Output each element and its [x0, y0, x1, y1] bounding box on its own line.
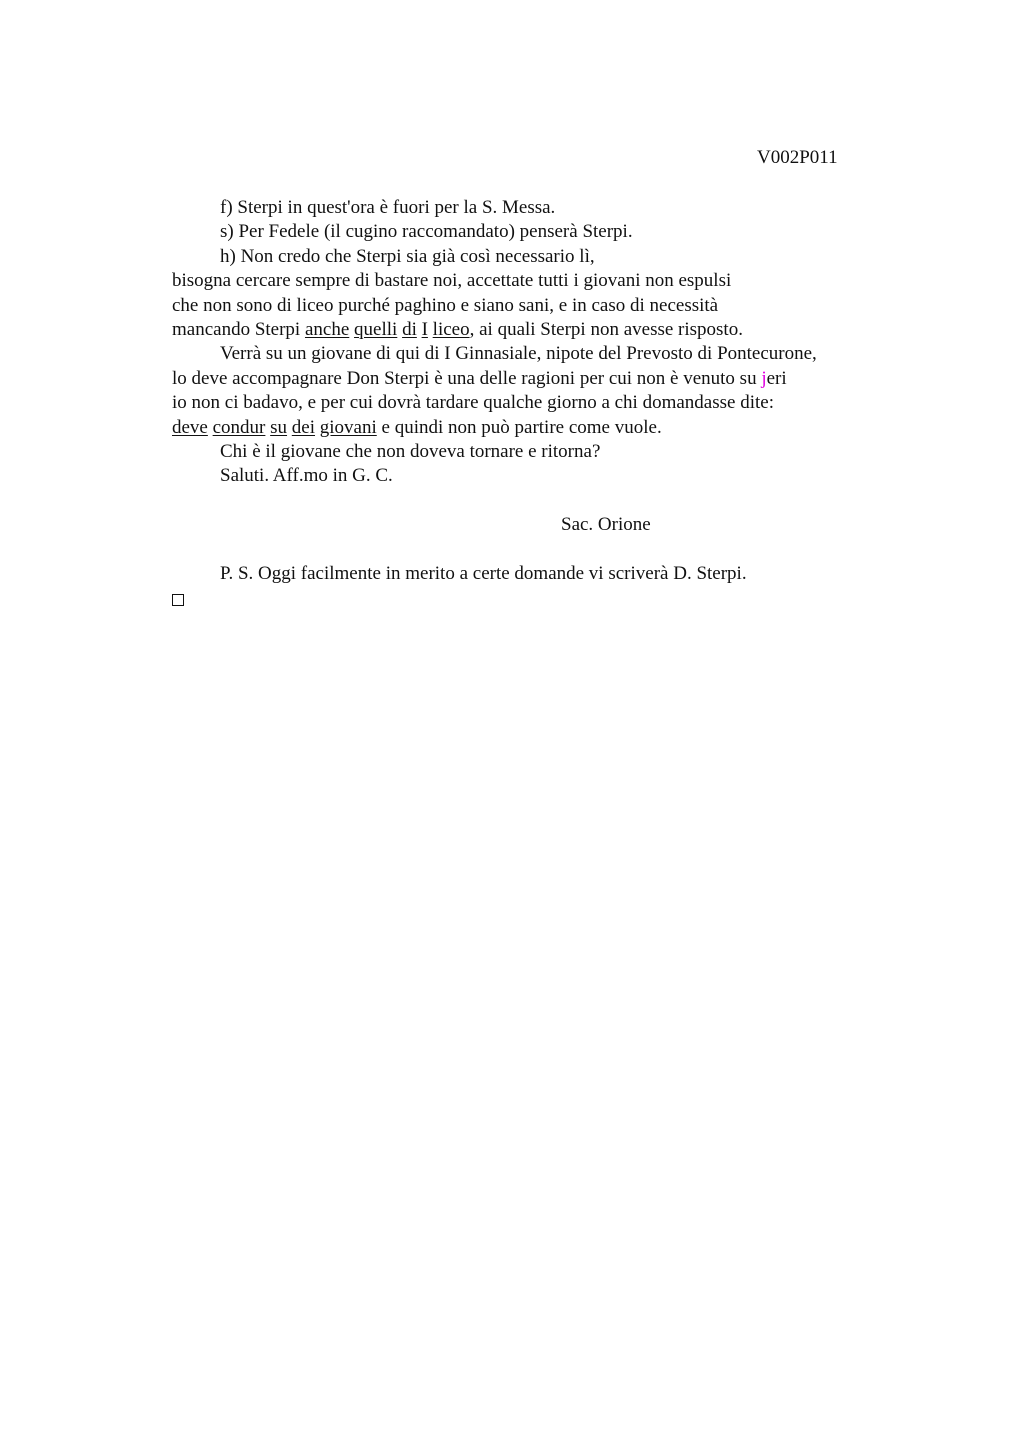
text-segment: e quindi non può partire come vuole.: [376, 416, 662, 438]
underlined-word: liceo: [432, 318, 470, 340]
letter-body: [172, 196, 892, 611]
checkbox-row: [172, 586, 892, 610]
text-line: [172, 367, 892, 391]
text-segment: eri: [766, 367, 787, 389]
text-line: bisogna cercare sempre di bastare noi, accettate tutti i giovani non espulsi: [172, 270, 732, 292]
paragraph-start: Verrà su un giovane di qui di I Ginnasiale, nipote del Prevosto di Pontecurone,: [220, 343, 817, 365]
spacer: [172, 537, 892, 561]
text-segment: , ai quali Sterpi non avesse risposto.: [469, 318, 743, 340]
underlined-word: condur: [212, 416, 266, 438]
underlined-word: dei: [291, 416, 316, 438]
underlined-word: anche: [304, 318, 350, 340]
text-segment: mancando Sterpi: [172, 318, 305, 340]
item-h: h) Non credo che Sterpi sia già così necessario lì,: [220, 245, 595, 267]
postscript: P. S. Oggi facilmente in merito a certe domande vi scriverà D. Sterpi.: [220, 562, 747, 584]
highlighted-letter: j: [761, 367, 767, 389]
text-line: che non sono di liceo purché paghino e siano sani, e in caso di necessità: [172, 294, 719, 316]
signature: Sac. Orione: [561, 514, 651, 536]
checkbox-icon: [172, 594, 184, 606]
closing-greeting: Saluti. Aff.mo in G. C.: [220, 465, 393, 487]
question-line: Chi è il giovane che non doveva tornare e ritorna?: [220, 440, 601, 462]
text-segment: lo deve accompagnare Don Sterpi è una delle ragioni per cui non è venuto su: [172, 367, 762, 389]
underlined-word: di: [402, 318, 417, 340]
underlined-word: su: [270, 416, 288, 438]
underlined-word: quelli: [354, 318, 398, 340]
item-f: f) Sterpi in quest'ora è fuori per la S. Messa.: [220, 197, 556, 218]
underlined-word: giovani: [319, 416, 377, 438]
text-line: [172, 318, 892, 342]
underlined-word: deve: [172, 416, 208, 438]
underlined-word: I: [421, 318, 428, 340]
item-s: s) Per Fedele (il cugino raccomandato) penserà Sterpi.: [220, 221, 633, 243]
text-line: io non ci badavo, e per cui dovrà tardare qualche giorno a chi domandasse dite:: [172, 392, 774, 414]
spacer: [172, 489, 892, 513]
text-line: [172, 416, 892, 440]
page-reference: V002P011: [757, 147, 838, 168]
